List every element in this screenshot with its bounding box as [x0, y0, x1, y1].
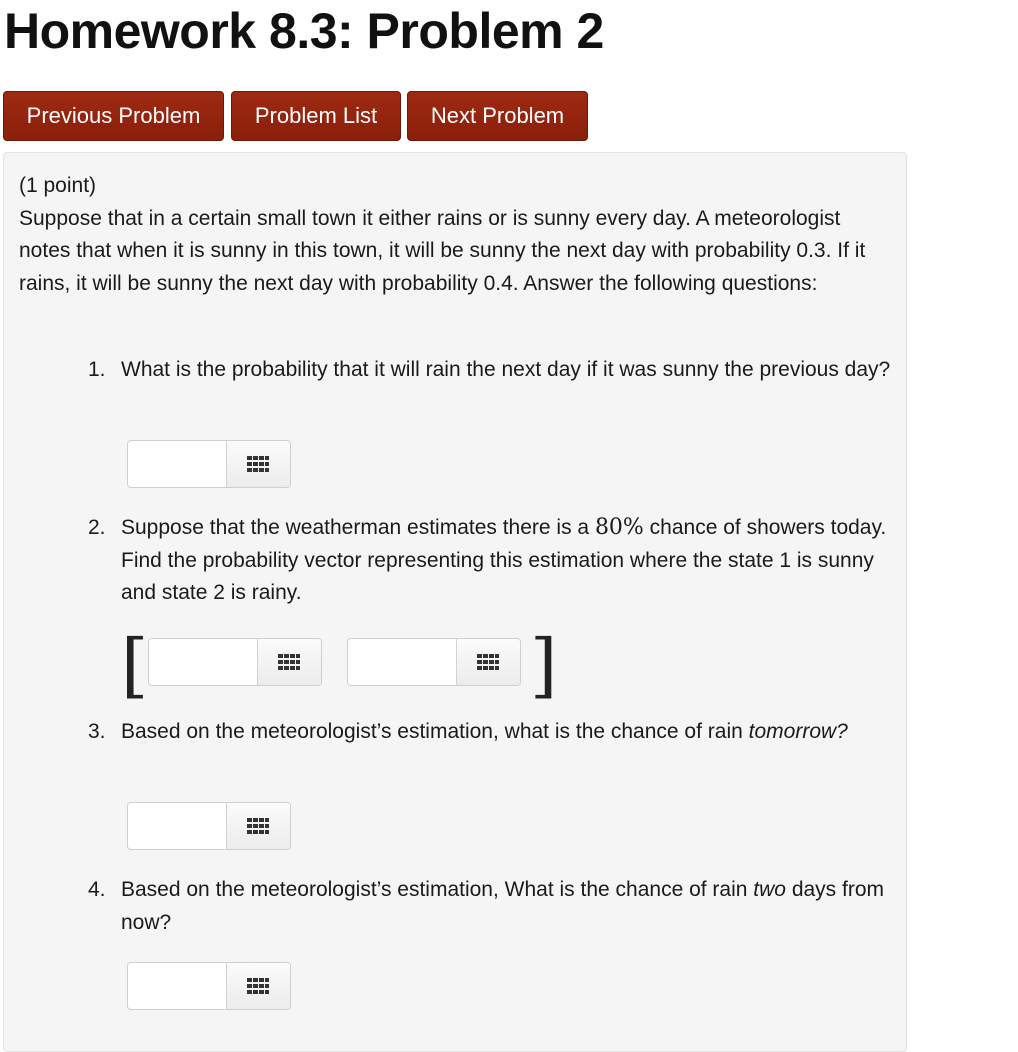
problem-statement: Suppose that in a certain small town it either rains or is sunny every day. A meteorologist notes that when it is sunny in this town, it will be sunny the next day with probability 0.3. If it rains, it will be sunny the next day with probability 0.4. Answer the following questions: [19, 206, 866, 295]
question-text-start: Based on the meteorologist’s estimation, What is the chance of rain [121, 878, 754, 901]
next-problem-button[interactable]: Next Problem [407, 91, 588, 141]
answer-input-2a[interactable] [149, 639, 257, 685]
question-text-end: days from now? [121, 878, 885, 934]
answer-input-3[interactable] [128, 803, 226, 849]
answer-box-2a [148, 638, 322, 686]
answer-input-1[interactable] [128, 441, 226, 487]
points-label: (1 point) [19, 174, 97, 197]
question-number: 4. [88, 878, 106, 901]
question-text: What is the probability that it will rain the next day if it was sunny the previous day? [121, 358, 891, 381]
question-number: 1. [88, 358, 106, 381]
question-1 [88, 354, 898, 387]
question-text [121, 512, 898, 610]
matrix-grid-icon [278, 654, 300, 670]
question-emphasis: tomorrow? [748, 720, 848, 743]
question-4 [88, 874, 898, 939]
matrix-grid-button[interactable] [456, 639, 520, 685]
answer-box-2b [347, 638, 521, 686]
matrix-grid-icon [247, 456, 269, 472]
matrix-grid-icon [477, 654, 499, 670]
vector-bracket-close: ] [530, 624, 558, 706]
page-title: Homework 8.3: Problem 2 [4, 3, 604, 59]
question-text-end: chance of showers today. Find the probability vector representing this estimation where the state 1 is sunny and state 2 is rainy. [121, 516, 887, 604]
problem-list-button[interactable]: Problem List [231, 91, 401, 141]
matrix-grid-button[interactable] [226, 803, 290, 849]
answer-box-4 [127, 962, 291, 1010]
matrix-grid-button[interactable] [226, 963, 290, 1009]
question-emphasis: two [753, 878, 786, 901]
math-percent: 80% [594, 515, 644, 540]
matrix-grid-button[interactable] [257, 639, 321, 685]
matrix-grid-button[interactable] [226, 441, 290, 487]
matrix-grid-icon [247, 978, 269, 994]
question-text-start: Suppose that the weatherman estimates there is a [121, 516, 595, 539]
question-2 [88, 512, 898, 610]
problem-intro [19, 170, 889, 300]
matrix-grid-icon [247, 818, 269, 834]
answer-input-4[interactable] [128, 963, 226, 1009]
answer-box-1 [127, 440, 291, 488]
answer-box-3 [127, 802, 291, 850]
answer-input-2b[interactable] [348, 639, 456, 685]
question-number: 3. [88, 720, 106, 743]
vector-bracket-open: [ [121, 624, 149, 706]
question-3 [88, 716, 898, 749]
question-text-start: Based on the meteorologist’s estimation, what is the chance of rain [121, 720, 749, 743]
previous-problem-button[interactable]: Previous Problem [3, 91, 224, 141]
question-number: 2. [88, 516, 106, 539]
question-text [121, 874, 898, 939]
question-text [121, 716, 898, 749]
